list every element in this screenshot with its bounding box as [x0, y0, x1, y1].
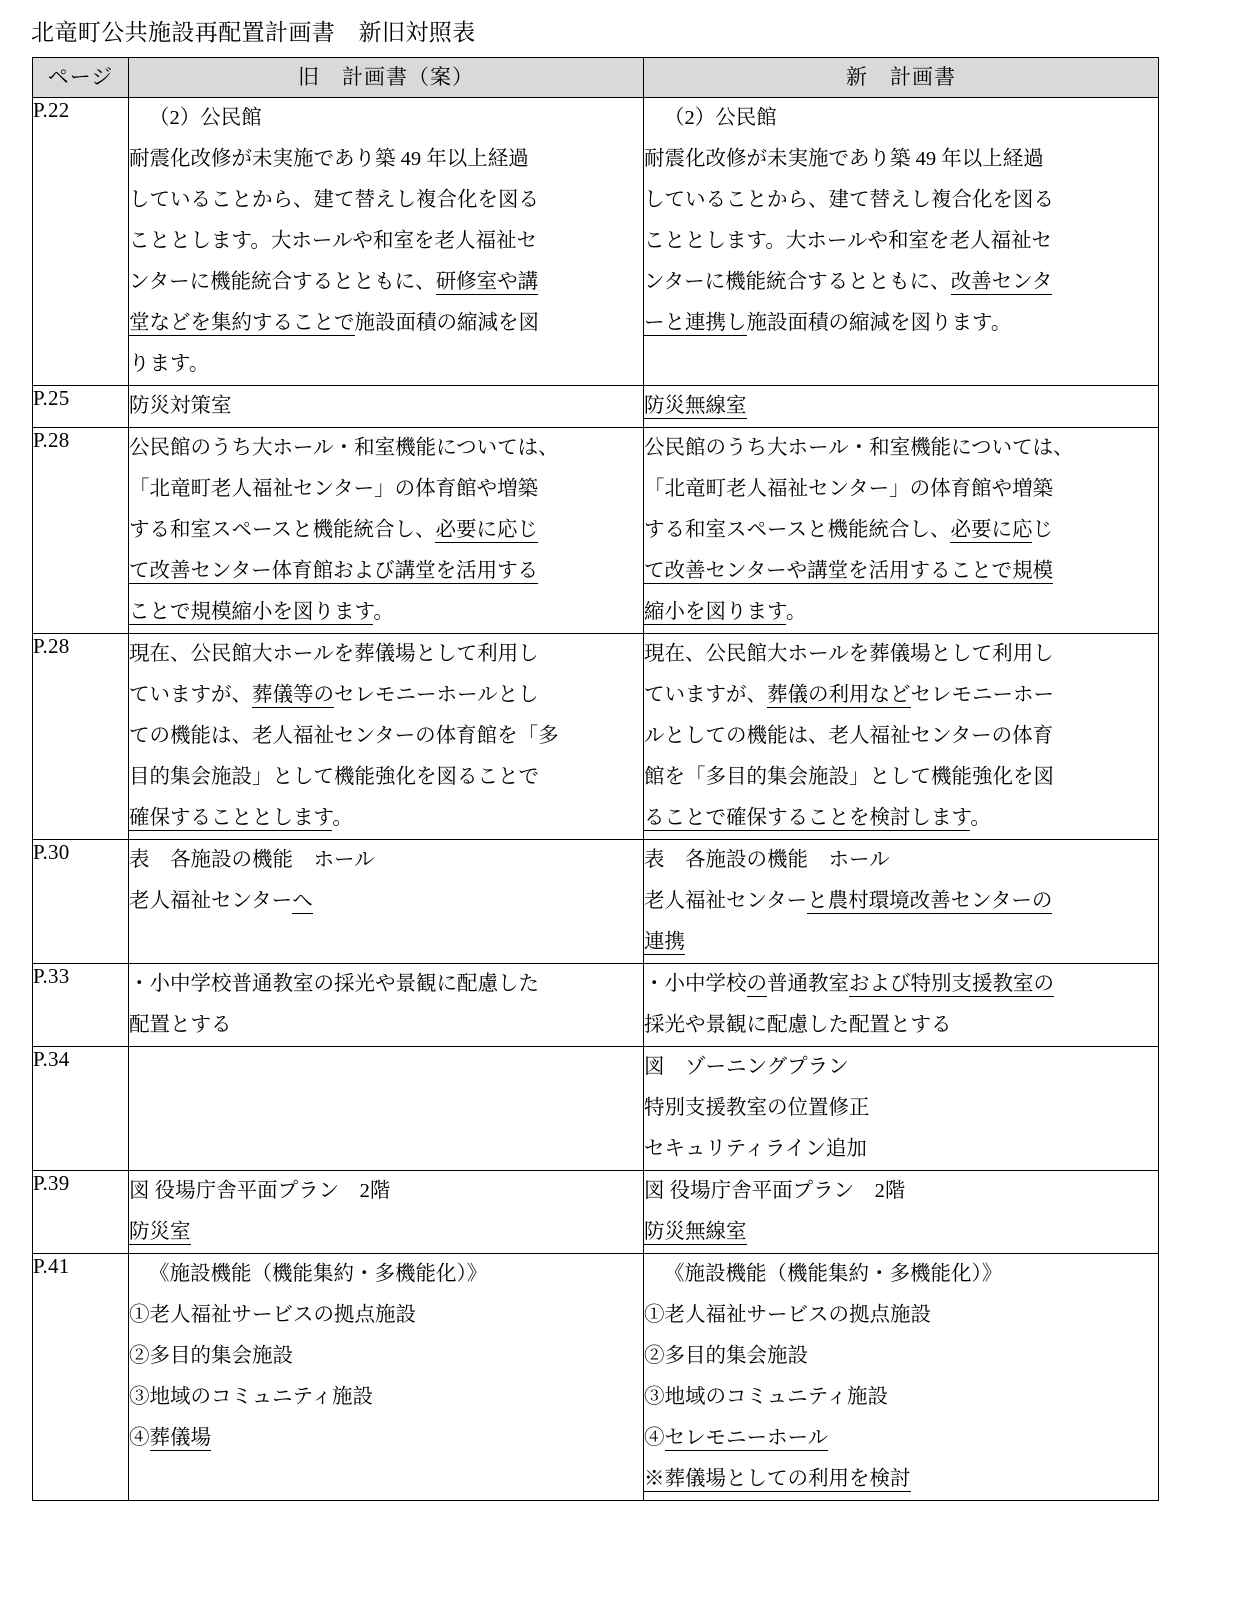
new-plan-cell — [644, 1171, 1159, 1254]
table-header-row — [33, 58, 1159, 98]
old-plan-line: 「北竜町老人福祉センター」の体育館や増築 — [129, 478, 539, 500]
new-plan-text — [644, 964, 1158, 1046]
revision-underline: セレモニーホール — [664, 1427, 829, 1449]
new-plan-line: こととします。大ホールや和室を老人福祉セ — [644, 230, 1052, 252]
old-plan-text — [129, 1171, 643, 1253]
old-plan-text — [129, 428, 643, 633]
old-plan-text — [129, 634, 643, 839]
old-plan-cell — [129, 634, 644, 840]
new-plan-line: ④セレモニーホール — [644, 1427, 829, 1449]
new-plan-line: （2）公民館 — [664, 107, 777, 129]
new-plan-line: していることから、建て替えし複合化を図る — [644, 189, 1054, 211]
revision-underline: 必要に応じ — [435, 519, 538, 541]
new-plan-line: 館を「多目的集会施設」として機能強化を図 — [644, 766, 1054, 788]
old-plan-text — [129, 386, 643, 427]
old-plan-line: 耐震化改修が未実施であり築 49 年以上経過 — [129, 148, 529, 170]
new-plan-line: ・小中学校の普通教室および特別支援教室の — [644, 973, 1054, 995]
old-plan-line: ③地域のコミュニティ施設 — [129, 1386, 373, 1408]
new-plan-text — [644, 634, 1158, 839]
old-plan-cell — [129, 1047, 644, 1171]
old-plan-line: 表 各施設の機能 ホール — [129, 849, 375, 871]
new-plan-line — [644, 1212, 1158, 1253]
new-plan-line: ②多目的集会施設 — [644, 1345, 808, 1367]
old-plan-line: 目的集会施設」として機能強化を図ることで — [129, 766, 539, 788]
revision-underline: ーと連携し — [644, 312, 747, 334]
revision-underline: ことで規模縮小を図ります — [129, 601, 374, 623]
old-plan-line: 図 役場庁舎平面プラン 2階 — [129, 1180, 391, 1202]
old-plan-line: 確保することとします。 — [129, 807, 353, 829]
new-plan-line — [644, 386, 1158, 427]
new-plan-line — [644, 922, 1158, 963]
old-plan-line: 堂などを集約することで施設面積の縮減を図 — [129, 312, 539, 334]
table-row — [33, 98, 1159, 386]
old-plan-line: ・小中学校普通教室の採光や景観に配慮した — [129, 973, 539, 995]
old-plan-text — [129, 98, 643, 385]
new-plan-line: 耐震化改修が未実施であり築 49 年以上経過 — [644, 148, 1044, 170]
new-plan-text — [644, 428, 1158, 633]
new-plan-line: ることで確保することを検討します。 — [644, 807, 991, 829]
new-plan-cell — [644, 634, 1159, 840]
new-plan-cell — [644, 386, 1159, 428]
old-plan-line: （2）公民館 — [149, 107, 262, 129]
old-plan-cell — [129, 1254, 644, 1501]
revision-underline: の — [746, 973, 767, 995]
revision-underline: ることで確保することを検討します — [644, 807, 971, 829]
old-plan-line: ④葬儀場 — [129, 1427, 211, 1449]
old-plan-line: 老人福祉センターへ — [129, 890, 313, 912]
old-plan-line: ての機能は、老人福祉センターの体育館を「多 — [129, 725, 559, 747]
page-number-cell: P.33 — [33, 964, 129, 1047]
revision-underline: 改善センタ — [950, 271, 1053, 293]
new-plan-cell — [644, 1047, 1159, 1171]
new-plan-line: ルとしての機能は、老人福祉センターの体育 — [644, 725, 1054, 747]
revision-underline: 研修室や講 — [435, 271, 539, 293]
new-plan-text — [644, 98, 1158, 344]
new-plan-line — [644, 1459, 1158, 1500]
revision-underline: て改善センター体育館および講堂を活用する — [129, 560, 539, 582]
page-number-cell: P.39 — [33, 1171, 129, 1254]
table-row — [33, 634, 1159, 840]
page-number-cell: P.28 — [33, 428, 129, 634]
old-plan-line: 配置とする — [129, 1014, 232, 1036]
column-header-old-plan: 旧 計画書（案） — [129, 58, 644, 98]
new-plan-line: 特別支援教室の位置修正 — [644, 1097, 870, 1119]
old-plan-line: 現在、公民館大ホールを葬儀場として利用し — [129, 643, 539, 665]
old-plan-line: ②多目的集会施設 — [129, 1345, 293, 1367]
new-plan-text — [644, 840, 1158, 963]
page-number-cell: P.25 — [33, 386, 129, 428]
new-plan-text — [644, 1047, 1158, 1170]
new-plan-line: 「北竜町老人福祉センター」の体育館や増築 — [644, 478, 1054, 500]
revision-underline: 防災無線室 — [644, 395, 747, 417]
table-body — [33, 98, 1159, 1501]
page-number-cell: P.41 — [33, 1254, 129, 1501]
page-number-cell: P.22 — [33, 98, 129, 386]
revision-underline: および特別支援教室の — [849, 973, 1054, 995]
new-plan-cell — [644, 840, 1159, 964]
old-plan-cell — [129, 386, 644, 428]
new-plan-line: 図 ゾーニングプラン — [644, 1056, 849, 1078]
new-plan-line: 老人福祉センターと農村環境改善センターの — [644, 890, 1053, 912]
table-row — [33, 428, 1159, 634]
revision-underline: 連携 — [644, 931, 685, 953]
revision-underline: 葬儀場 — [149, 1427, 211, 1449]
new-plan-line: ンターに機能統合するとともに、改善センタ — [644, 271, 1053, 293]
revision-underline: と農村環境改善センターの — [807, 890, 1053, 912]
page-title: 北竜町公共施設再配置計画書 新旧対照表 — [31, 20, 476, 45]
new-plan-cell — [644, 428, 1159, 634]
table-row — [33, 1254, 1159, 1501]
table-row — [33, 386, 1159, 428]
table-row — [33, 1047, 1159, 1171]
table-row — [33, 1171, 1159, 1254]
table-header — [33, 58, 1159, 98]
revision-underline: ※葬儀場としての利用を検討 — [644, 1468, 911, 1490]
new-plan-line: 公民館のうち大ホール・和室機能については、 — [644, 437, 1074, 459]
page-number-cell: P.30 — [33, 840, 129, 964]
page-number-cell: P.34 — [33, 1047, 129, 1171]
new-plan-line: ①老人福祉サービスの拠点施設 — [644, 1304, 931, 1326]
old-plan-line: ります。 — [129, 353, 210, 375]
old-plan-line: 《施設機能（機能集約・多機能化）》 — [149, 1263, 488, 1285]
column-header-new-plan: 新 計画書 — [644, 58, 1159, 98]
table-row — [33, 964, 1159, 1047]
new-plan-line: 表 各施設の機能 ホール — [644, 849, 890, 871]
old-plan-line: する和室スペースと機能統合し、必要に応じ — [129, 519, 538, 541]
new-plan-cell — [644, 1254, 1159, 1501]
old-plan-cell — [129, 840, 644, 964]
new-plan-line: 縮小を図ります。 — [644, 601, 807, 623]
old-plan-text — [129, 1254, 643, 1459]
old-plan-cell — [129, 1171, 644, 1254]
old-plan-line: 公民館のうち大ホール・和室機能については、 — [129, 437, 559, 459]
old-plan-line: していることから、建て替えし複合化を図る — [129, 189, 539, 211]
old-plan-line — [129, 1212, 643, 1253]
new-plan-line: ーと連携し施設面積の縮減を図ります。 — [644, 312, 1012, 334]
revision-underline: 確保することとします — [129, 807, 333, 829]
old-plan-text — [129, 840, 643, 922]
new-plan-line: 図 役場庁舎平面プラン 2階 — [644, 1180, 906, 1202]
revision-underline: て改善センターや講堂を活用することで規模 — [644, 560, 1054, 582]
old-plan-line: 防災対策室 — [129, 395, 232, 417]
old-plan-text — [129, 964, 643, 1046]
revision-underline: へ — [292, 890, 313, 912]
new-plan-line: 現在、公民館大ホールを葬儀場として利用し — [644, 643, 1054, 665]
new-plan-cell — [644, 98, 1159, 386]
new-plan-text — [644, 1254, 1158, 1500]
column-header-page: ページ — [33, 58, 129, 98]
new-plan-line: セキュリティライン追加 — [644, 1138, 867, 1160]
new-plan-line — [644, 551, 1158, 592]
old-plan-line: ンターに機能統合するとともに、研修室や講 — [129, 271, 539, 293]
new-plan-line: 採光や景観に配慮した配置とする — [644, 1014, 952, 1036]
new-plan-text — [644, 1171, 1158, 1253]
old-plan-line: ていますが、葬儀等のセレモニーホールとし — [129, 684, 539, 706]
old-plan-line: ①老人福祉サービスの拠点施設 — [129, 1304, 416, 1326]
new-plan-cell — [644, 964, 1159, 1047]
old-plan-cell — [129, 428, 644, 634]
page-number-cell: P.28 — [33, 634, 129, 840]
old-plan-line: こととします。大ホールや和室を老人福祉セ — [129, 230, 537, 252]
revision-underline: 縮小を図ります — [644, 601, 786, 623]
table-row — [33, 840, 1159, 964]
old-plan-cell — [129, 98, 644, 386]
old-plan-line — [129, 551, 643, 592]
revision-underline: 防災無線室 — [644, 1221, 747, 1243]
old-plan-line: ことで規模縮小を図ります。 — [129, 601, 394, 623]
old-plan-cell — [129, 964, 644, 1047]
revision-underline: 葬儀等の — [252, 684, 334, 706]
revision-underline: 必要に応 — [950, 519, 1033, 541]
comparison-table — [32, 57, 1159, 1501]
revision-underline: 葬儀の利用など — [767, 684, 911, 706]
new-plan-line: する和室スペースと機能統合し、必要に応じ — [644, 519, 1053, 541]
revision-underline: 防災室 — [129, 1221, 191, 1243]
new-plan-line: ③地域のコミュニティ施設 — [644, 1386, 888, 1408]
new-plan-line: 《施設機能（機能集約・多機能化）》 — [664, 1263, 1003, 1285]
new-plan-text — [644, 386, 1158, 427]
new-plan-line: ていますが、葬儀の利用などセレモニーホー — [644, 684, 1054, 706]
revision-underline: 堂などを集約することで — [129, 312, 355, 334]
